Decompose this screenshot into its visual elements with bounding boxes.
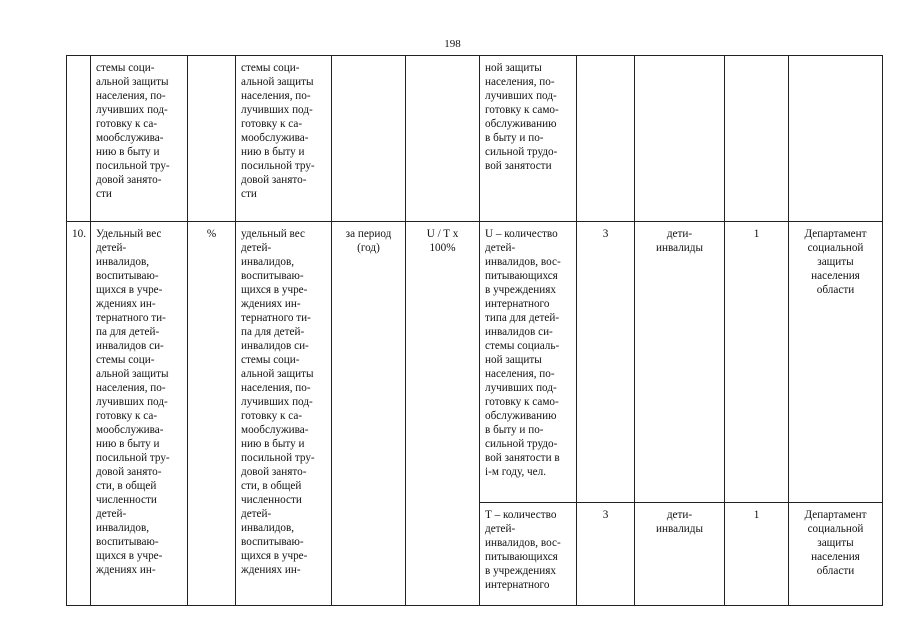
cell-source: 1	[725, 503, 789, 606]
cell-source: 1	[725, 222, 789, 503]
cell-responsible: Департамент социальной защиты населения области	[789, 503, 883, 606]
cell-method: 3	[577, 503, 635, 606]
cell-definition: стемы соци- альной защиты населения, по- лучивших под- готовку к са- мообслужива- нию в быту и посильной тру- довой занято- сти	[236, 56, 332, 222]
page-number: 198	[444, 38, 461, 50]
cell-group	[635, 56, 725, 222]
cell-responsible	[789, 56, 883, 222]
cell-number: 10.	[67, 222, 91, 606]
cell-number	[67, 56, 91, 222]
continuation-row	[67, 56, 883, 222]
cell-component: ной защиты населения, по- лучивших под- готовку к само- обслуживанию в быту и по- сильной трудо- вой занятости	[480, 56, 577, 222]
cell-method	[577, 56, 635, 222]
cell-formula	[406, 56, 480, 222]
cell-indicator-name: стемы соци- альной защиты населения, по- лучивших под- готовку к са- мообслужива- нию в быту и посильной тру- довой занято- сти	[91, 56, 188, 222]
cell-group: дети- инвалиды	[635, 222, 725, 503]
cell-source	[725, 56, 789, 222]
cell-period: за период (год)	[332, 222, 406, 606]
cell-component-t: Т – количество детей- инвалидов, вос- питывающихся в учреждениях интернатного	[480, 503, 577, 606]
cell-method: 3	[577, 222, 635, 503]
cell-unit: %	[188, 222, 236, 606]
cell-unit	[188, 56, 236, 222]
cell-definition: удельный вес детей- инвалидов, воспитываю- щихся в учре- ждениях ин- тернатного ти- па для детей- инвалидов си- стемы соци- альной защиты населения, по- лучивших под- готовку к са- мообслужива- нию в быту и посильной тру- довой занято- сти, в общей численности детей- инвалидов, воспитываю- щихся в учре- ждениях ин-	[236, 222, 332, 606]
indicator-table	[66, 55, 883, 606]
cell-formula: U / T x 100%	[406, 222, 480, 606]
cell-indicator-name: Удельный вес детей- инвалидов, воспитываю- щихся в учре- ждениях ин- тернатного ти- па для детей- инвалидов си- стемы соци- альной защиты населения, по- лучивших под- готовку к са- мообслужива- нию в быту и посильной тру- довой занято- сти, в общей численности детей- инвалидов, воспитываю- щихся в учре- ждениях ин-	[91, 222, 188, 606]
cell-group: дети- инвалиды	[635, 503, 725, 606]
indicator-row-10	[67, 222, 883, 503]
cell-period	[332, 56, 406, 222]
cell-component-u: U – количество детей- инвалидов, вос- питывающихся в учреждениях интернатного типа для детей- инвалидов си- стемы социаль- ной защиты населения, по- лучивших под- готовку к само- обслуживанию в быту и по- сильной трудо- вой занятости в i-м году, чел.	[480, 222, 577, 503]
cell-responsible: Департамент социальной защиты населения области	[789, 222, 883, 503]
